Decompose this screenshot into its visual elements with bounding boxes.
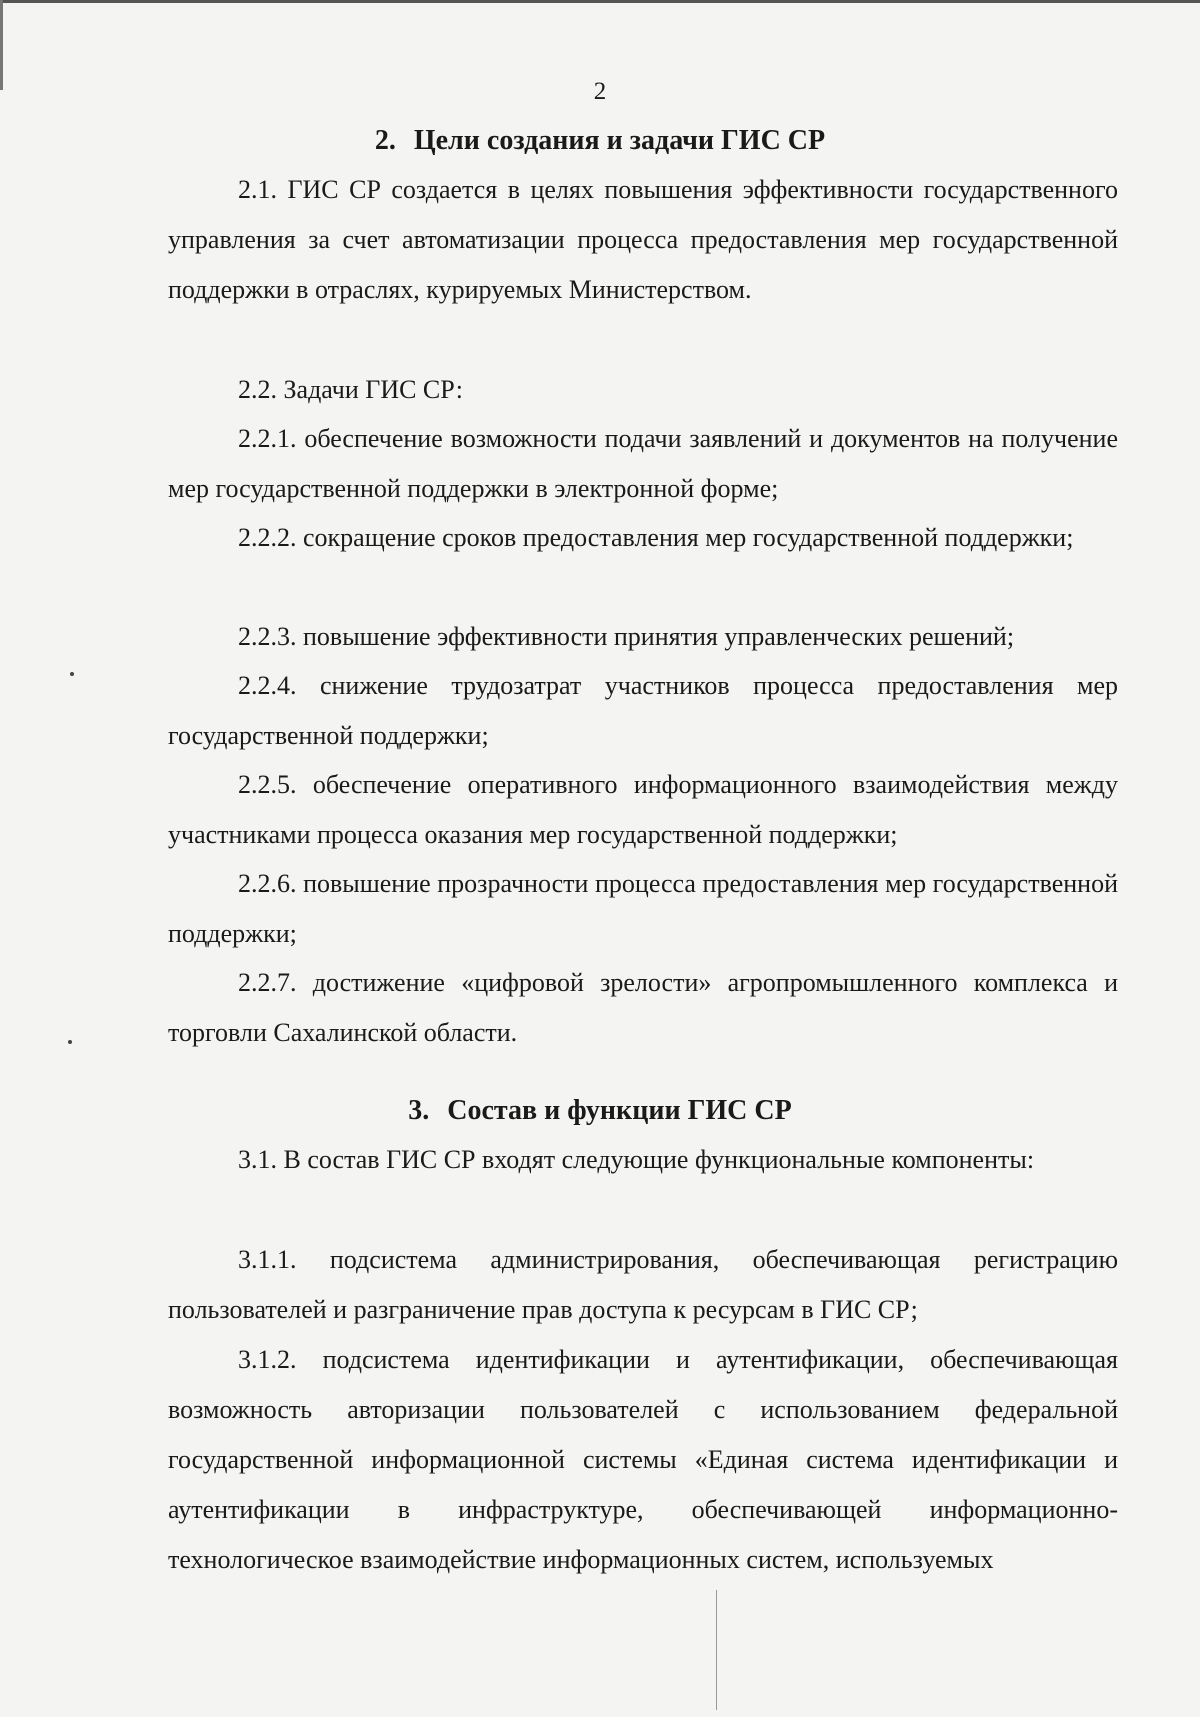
scan-fold-line [716,1590,717,1710]
paragraph [168,760,1118,860]
scan-speck [70,672,74,676]
paragraph [168,612,1118,662]
paragraph [168,165,1118,315]
paragraph-text: 2.2.4. снижение трудозатрат участников процесса предоставления мер государственной поддержки; [168,671,1118,750]
paragraph-text: 2.2.6. повышение прозрачности процесса предоставления мер государственной поддержки; [168,869,1118,948]
paragraph-text: 2.1. ГИС СР создается в целях повышения эффективности государственного управления за счет автоматизации процесса предоставления мер государственной поддержки в отраслях, курируемых Министерством. [168,175,1118,304]
paragraph-text: 2.2.2. сокращение сроков предоставления мер государственной поддержки; [238,523,1074,552]
paragraph [168,414,1118,514]
paragraph-text: 3.1. В состав ГИС СР входят следующие функциональные компоненты: [238,1145,1035,1174]
scan-edge [0,0,1200,3]
paragraph-text: 2.2. Задачи ГИС СР: [238,375,463,404]
paragraph [168,1235,1118,1335]
paragraph [168,661,1118,761]
section-number: 2. [374,125,396,156]
paragraph [168,958,1118,1058]
page-number: 2 [593,78,607,105]
scan-speck [68,1040,72,1044]
section-title: Состав и функции ГИС СР [447,1095,792,1126]
paragraph [168,365,1118,415]
paragraph-text: 2.2.5. обеспечение оперативного информационного взаимодействия между участниками процесса оказания мер государственной поддержки; [168,770,1118,849]
paragraph-text: 3.1.2. подсистема идентификации и аутентификации, обеспечивающая возможность авторизации пользователей с использованием федеральной государственной информационной системы «Единая система идентификации и аутентификации в инфраструктуре, обеспечивающей информационно-технологическое взаимодействие информационных систем, используемых [168,1345,1118,1574]
paragraph-text: 3.1.1. подсистема администрирования, обеспечивающая регистрацию пользователей и разграничение прав доступа к ресурсам в ГИС СР; [168,1245,1118,1324]
section-heading [0,125,1200,157]
section-number: 3. [408,1095,430,1126]
scan-edge [0,0,3,90]
section-heading [0,1095,1200,1127]
paragraph-text: 2.2.1. обеспечение возможности подачи заявлений и документов на получение мер государственной поддержки в электронной форме; [168,424,1118,503]
paragraph [168,1135,1118,1185]
paragraph [168,1335,1118,1585]
section-title: Цели создания и задачи ГИС СР [413,125,826,156]
paragraph [168,859,1118,959]
paragraph [168,513,1118,563]
paragraph-text: 2.2.3. повышение эффективности принятия управленческих решений; [238,622,1015,651]
paragraph-text: 2.2.7. достижение «цифровой зрелости» агропромышленного комплекса и торговли Сахалинской области. [168,968,1118,1047]
